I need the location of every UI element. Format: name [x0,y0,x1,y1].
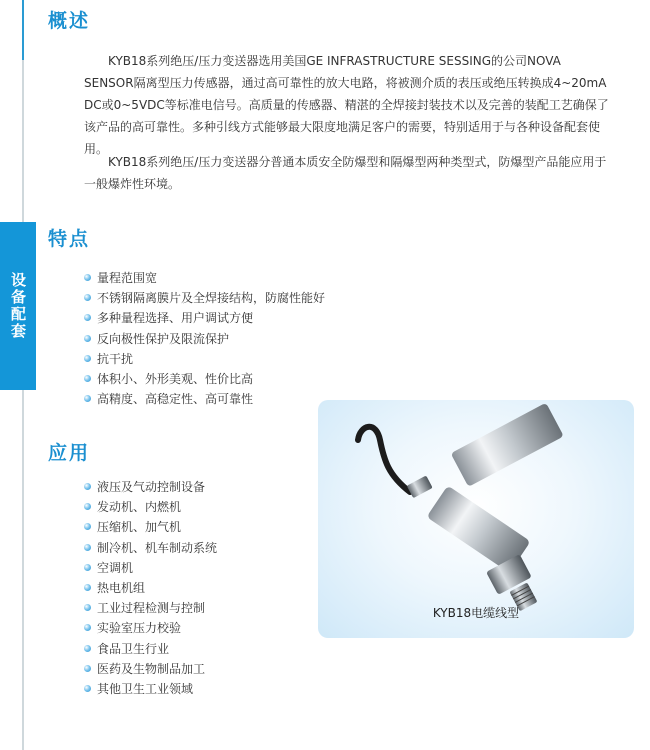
bullet-icon [84,523,91,530]
application-text: 制冷机、机车制动系统 [97,540,218,555]
list-item [84,288,325,308]
bullet-icon [84,294,91,301]
product-photo [318,400,634,638]
product-caption: KYB18电缆线型 [432,606,520,620]
application-text: 工业过程检测与控制 [97,601,206,616]
bullet-icon [84,395,91,402]
bullet-icon [84,355,91,362]
bullet-icon [84,584,91,591]
feature-text: 多种量程选择、用户调试方便 [97,311,254,326]
transmitter-body-icon [451,403,564,487]
feature-text: 体积小、外形美观、性价比高 [97,372,254,387]
application-text: 热电机组 [97,581,146,596]
bullet-icon [84,665,91,672]
bullet-icon [84,685,91,692]
application-text: 食品卫生行业 [97,641,170,656]
list-item [84,308,325,328]
list-item [84,389,325,409]
applications-heading: 应用 [48,442,91,464]
bullet-icon [84,604,91,611]
list-item [84,329,325,349]
feature-text: 高精度、高稳定性、高可靠性 [97,392,254,407]
list-item [84,558,217,578]
application-text: 其他卫生工业领域 [97,682,194,697]
bullet-icon [84,624,91,631]
application-text: 发动机、内燃机 [97,500,182,515]
application-text: 液压及气动控制设备 [97,480,206,494]
bullet-icon [84,483,91,490]
side-tab-label: 设备配套 [9,272,27,340]
bullet-icon [84,375,91,382]
application-text: 实验室压力校验 [97,621,182,636]
list-item [84,369,325,389]
overview-heading: 概述 [48,10,91,32]
feature-text: 量程范围宽 [97,271,158,285]
list-item [84,517,217,537]
bullet-icon [84,503,91,510]
features-heading: 特点 [48,228,91,250]
list-item [84,497,217,517]
applications-list [84,477,217,699]
list-item [84,659,217,679]
pressure-transmitter-illustration [318,400,634,638]
overview-paragraph-2: KYB18系列绝压/压力变送器分普通本质安全防爆型和隔爆型两种类型式，防爆型产品能应用于一般爆炸性环境。 [84,155,607,191]
left-margin-rule-accent [22,0,24,60]
list-item [84,538,217,558]
side-category-tab [0,222,36,390]
list-item [84,639,217,659]
bullet-icon [84,645,91,652]
list-item [84,618,217,638]
bullet-icon [84,564,91,571]
list-item [84,598,217,618]
bullet-icon [84,544,91,551]
bullet-icon [84,314,91,321]
list-item [84,349,325,369]
list-item [84,578,217,598]
cable-icon [358,427,410,492]
feature-text: 不锈钢隔离膜片及全焊接结构，防腐性能好 [97,291,326,306]
application-text: 空调机 [97,560,134,575]
list-item [84,477,217,497]
features-list [84,268,325,409]
application-text: 压缩机、加气机 [97,520,182,535]
bullet-icon [84,274,91,281]
application-text: 医药及生物制品加工 [97,661,206,676]
feature-text: 抗干扰 [97,351,134,366]
overview-paragraph-1: KYB18系列绝压/压力变送器选用美国GE INFRASTRUCTURE SESSING的公司NOVA SENSOR隔离型压力传感器，通过高可靠性的放大电路，将被测介质的表压或绝压转换成4~20mA DC或0~5VDC等标准电信号。高质量的传感器、精湛的全焊接封装技术以及完善的装配工艺确保了该产品的高可靠性。多种引线方式能够最大限度地满足客户的需要，特别适用于与各种设备配套使用。 [84,54,609,156]
bullet-icon [84,335,91,342]
feature-text: 反向极性保护及限流保护 [97,331,230,346]
list-item [84,268,325,288]
list-item [84,679,217,699]
